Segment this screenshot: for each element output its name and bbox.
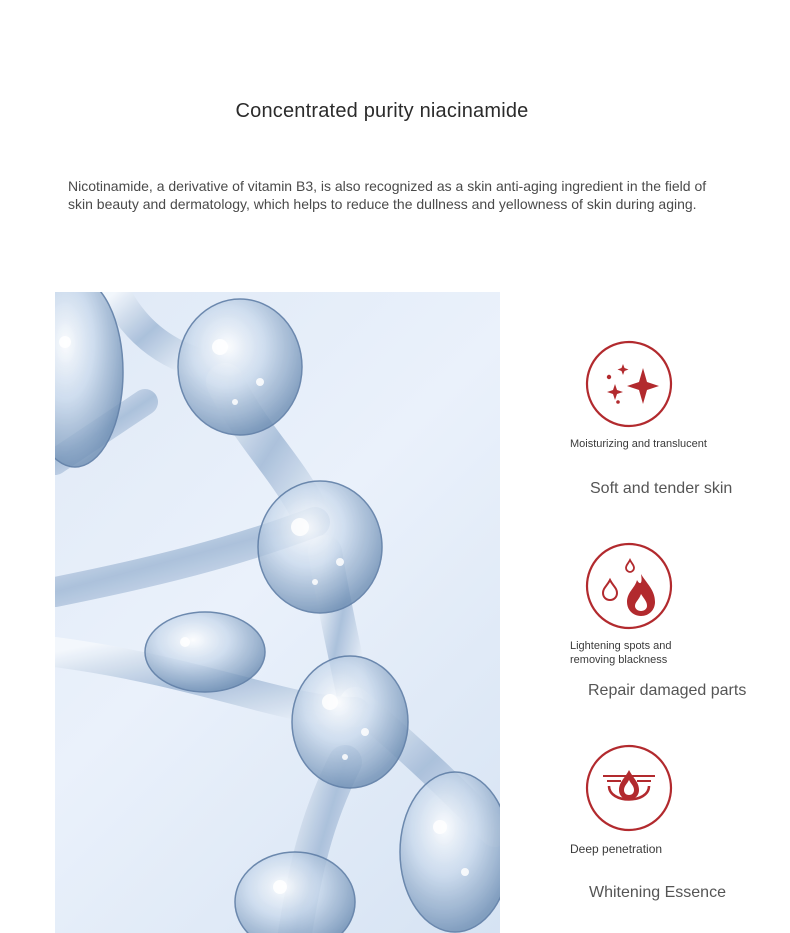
feature-title: Soft and tender skin bbox=[590, 480, 733, 497]
sparkle-icon bbox=[585, 340, 673, 428]
molecule-image bbox=[55, 292, 500, 933]
feature-title: Repair damaged parts bbox=[588, 682, 747, 699]
feature-small-label: Lightening spots and removing blackness bbox=[570, 640, 672, 666]
drop-flame-icon bbox=[585, 542, 673, 630]
description-text: Nicotinamide, a derivative of vitamin B3, is also recognized as a skin anti-aging ingredient in the field of skin beauty and dermatology, which helps to reduce the dullness and yellowness of skin during aging. bbox=[68, 178, 707, 212]
water-drop-icon bbox=[585, 744, 673, 832]
feature-small-label: Deep penetration bbox=[570, 842, 663, 856]
feature-small-label: Moisturizing and translucent bbox=[570, 438, 707, 450]
feature-title: Whitening Essence bbox=[589, 884, 726, 901]
page-title: Concentrated purity niacinamide bbox=[235, 100, 529, 122]
